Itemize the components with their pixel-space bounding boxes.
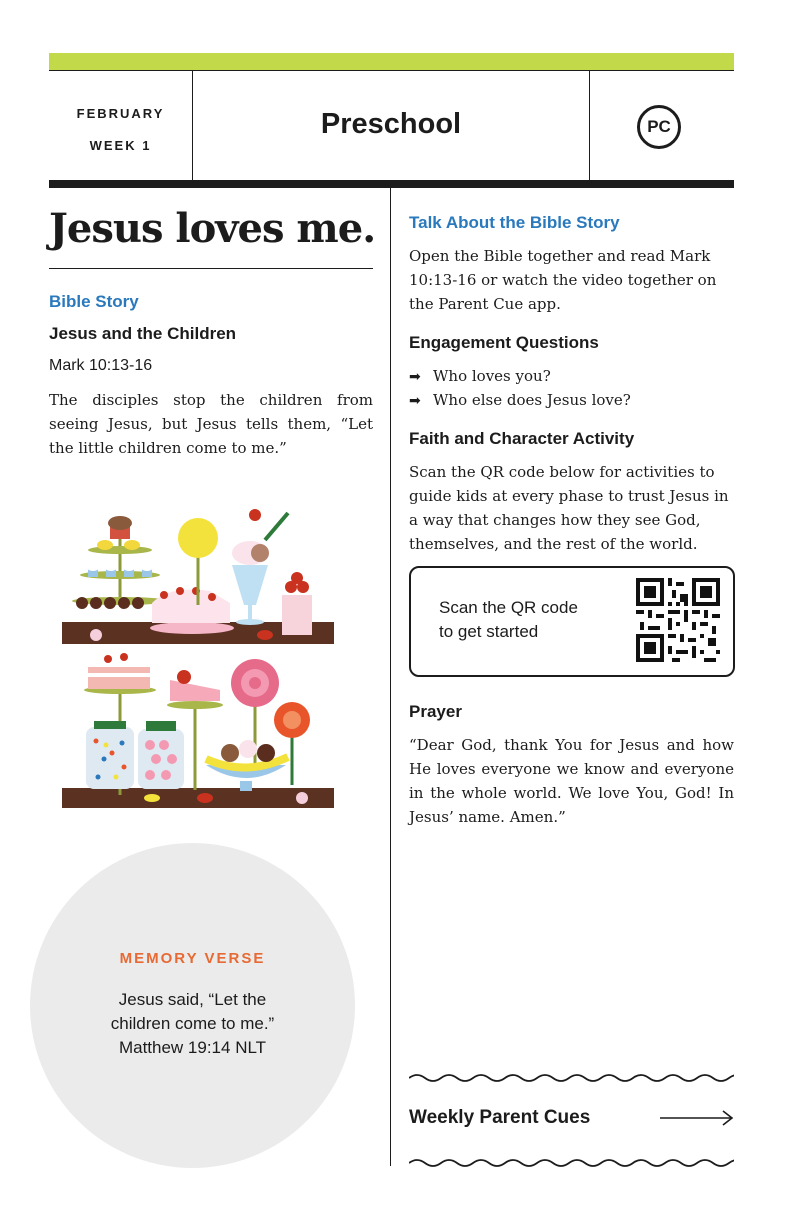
faith-text: Scan the QR code below for activities to guide kids at every phase to trust Jesus in a way that changes how they see God, themselves, and the rest of the world. (409, 463, 729, 553)
engagement-heading: Engagement Questions (409, 333, 599, 352)
memory-verse-text (70, 988, 315, 1060)
weekly-parent-cues-link[interactable]: Weekly Parent Cues (409, 1107, 591, 1128)
arrow-bullet-icon: ➡ (409, 392, 421, 408)
scripture-reference: Mark 10:13-16 (49, 357, 153, 374)
month-label: FEBRUARY (76, 106, 165, 121)
question-text: Who else does Jesus love? (433, 391, 631, 409)
memory-verse-line1: Jesus said, “Let the (118, 990, 267, 1009)
memory-verse-label: MEMORY VERSE (119, 950, 266, 967)
qr-code[interactable] (636, 578, 720, 662)
qr-line2: to get started (439, 622, 539, 641)
memory-verse-reference: Matthew 19:14 NLT (118, 1038, 267, 1057)
qr-instructions (439, 596, 578, 644)
faith-heading: Faith and Character Activity (409, 429, 635, 448)
page-title: Jesus loves me. (49, 205, 376, 252)
date-block (49, 98, 192, 162)
right-arrow-icon[interactable] (660, 1108, 734, 1128)
wavy-divider-top (409, 1072, 734, 1084)
question-text: Who loves you? (433, 367, 551, 385)
program-title: Preschool (320, 108, 462, 140)
accent-bar (49, 53, 734, 71)
engagement-questions (409, 364, 735, 412)
prayer-heading: Prayer (409, 702, 462, 721)
column-divider (390, 188, 391, 1166)
prayer-text: “Dear God, thank You for Jesus and how He loves everyone we know and everyone in the whole world. We love You, God! In Jesus’ name. Amen.” (409, 736, 734, 826)
wavy-divider-bottom (409, 1157, 734, 1169)
talk-text: Open the Bible together and read Mark 10:13-16 or watch the video together on the Parent Cue app. (409, 247, 717, 313)
story-title: Jesus and the Children (49, 324, 237, 343)
pc-logo (637, 105, 681, 149)
qr-line1: Scan the QR code (439, 598, 578, 617)
header-rule-top (49, 70, 734, 71)
week-label: WEEK 1 (89, 138, 152, 153)
story-summary: The disciples stop the children from seeing Jesus, but Jesus tells them, “Let the little children come to me.” (49, 391, 373, 457)
talk-heading: Talk About the Bible Story (409, 213, 620, 232)
title-rule (49, 268, 373, 269)
arrow-bullet-icon: ➡ (409, 368, 421, 384)
question-item (409, 364, 735, 388)
sweets-illustration (60, 495, 338, 810)
header-divider-right (589, 70, 590, 181)
memory-verse-line2: children come to me.” (110, 1014, 275, 1033)
bible-story-heading: Bible Story (49, 292, 139, 311)
header-rule-bottom (49, 180, 734, 188)
pc-logo-text: PC (647, 117, 671, 136)
question-item (409, 388, 735, 412)
